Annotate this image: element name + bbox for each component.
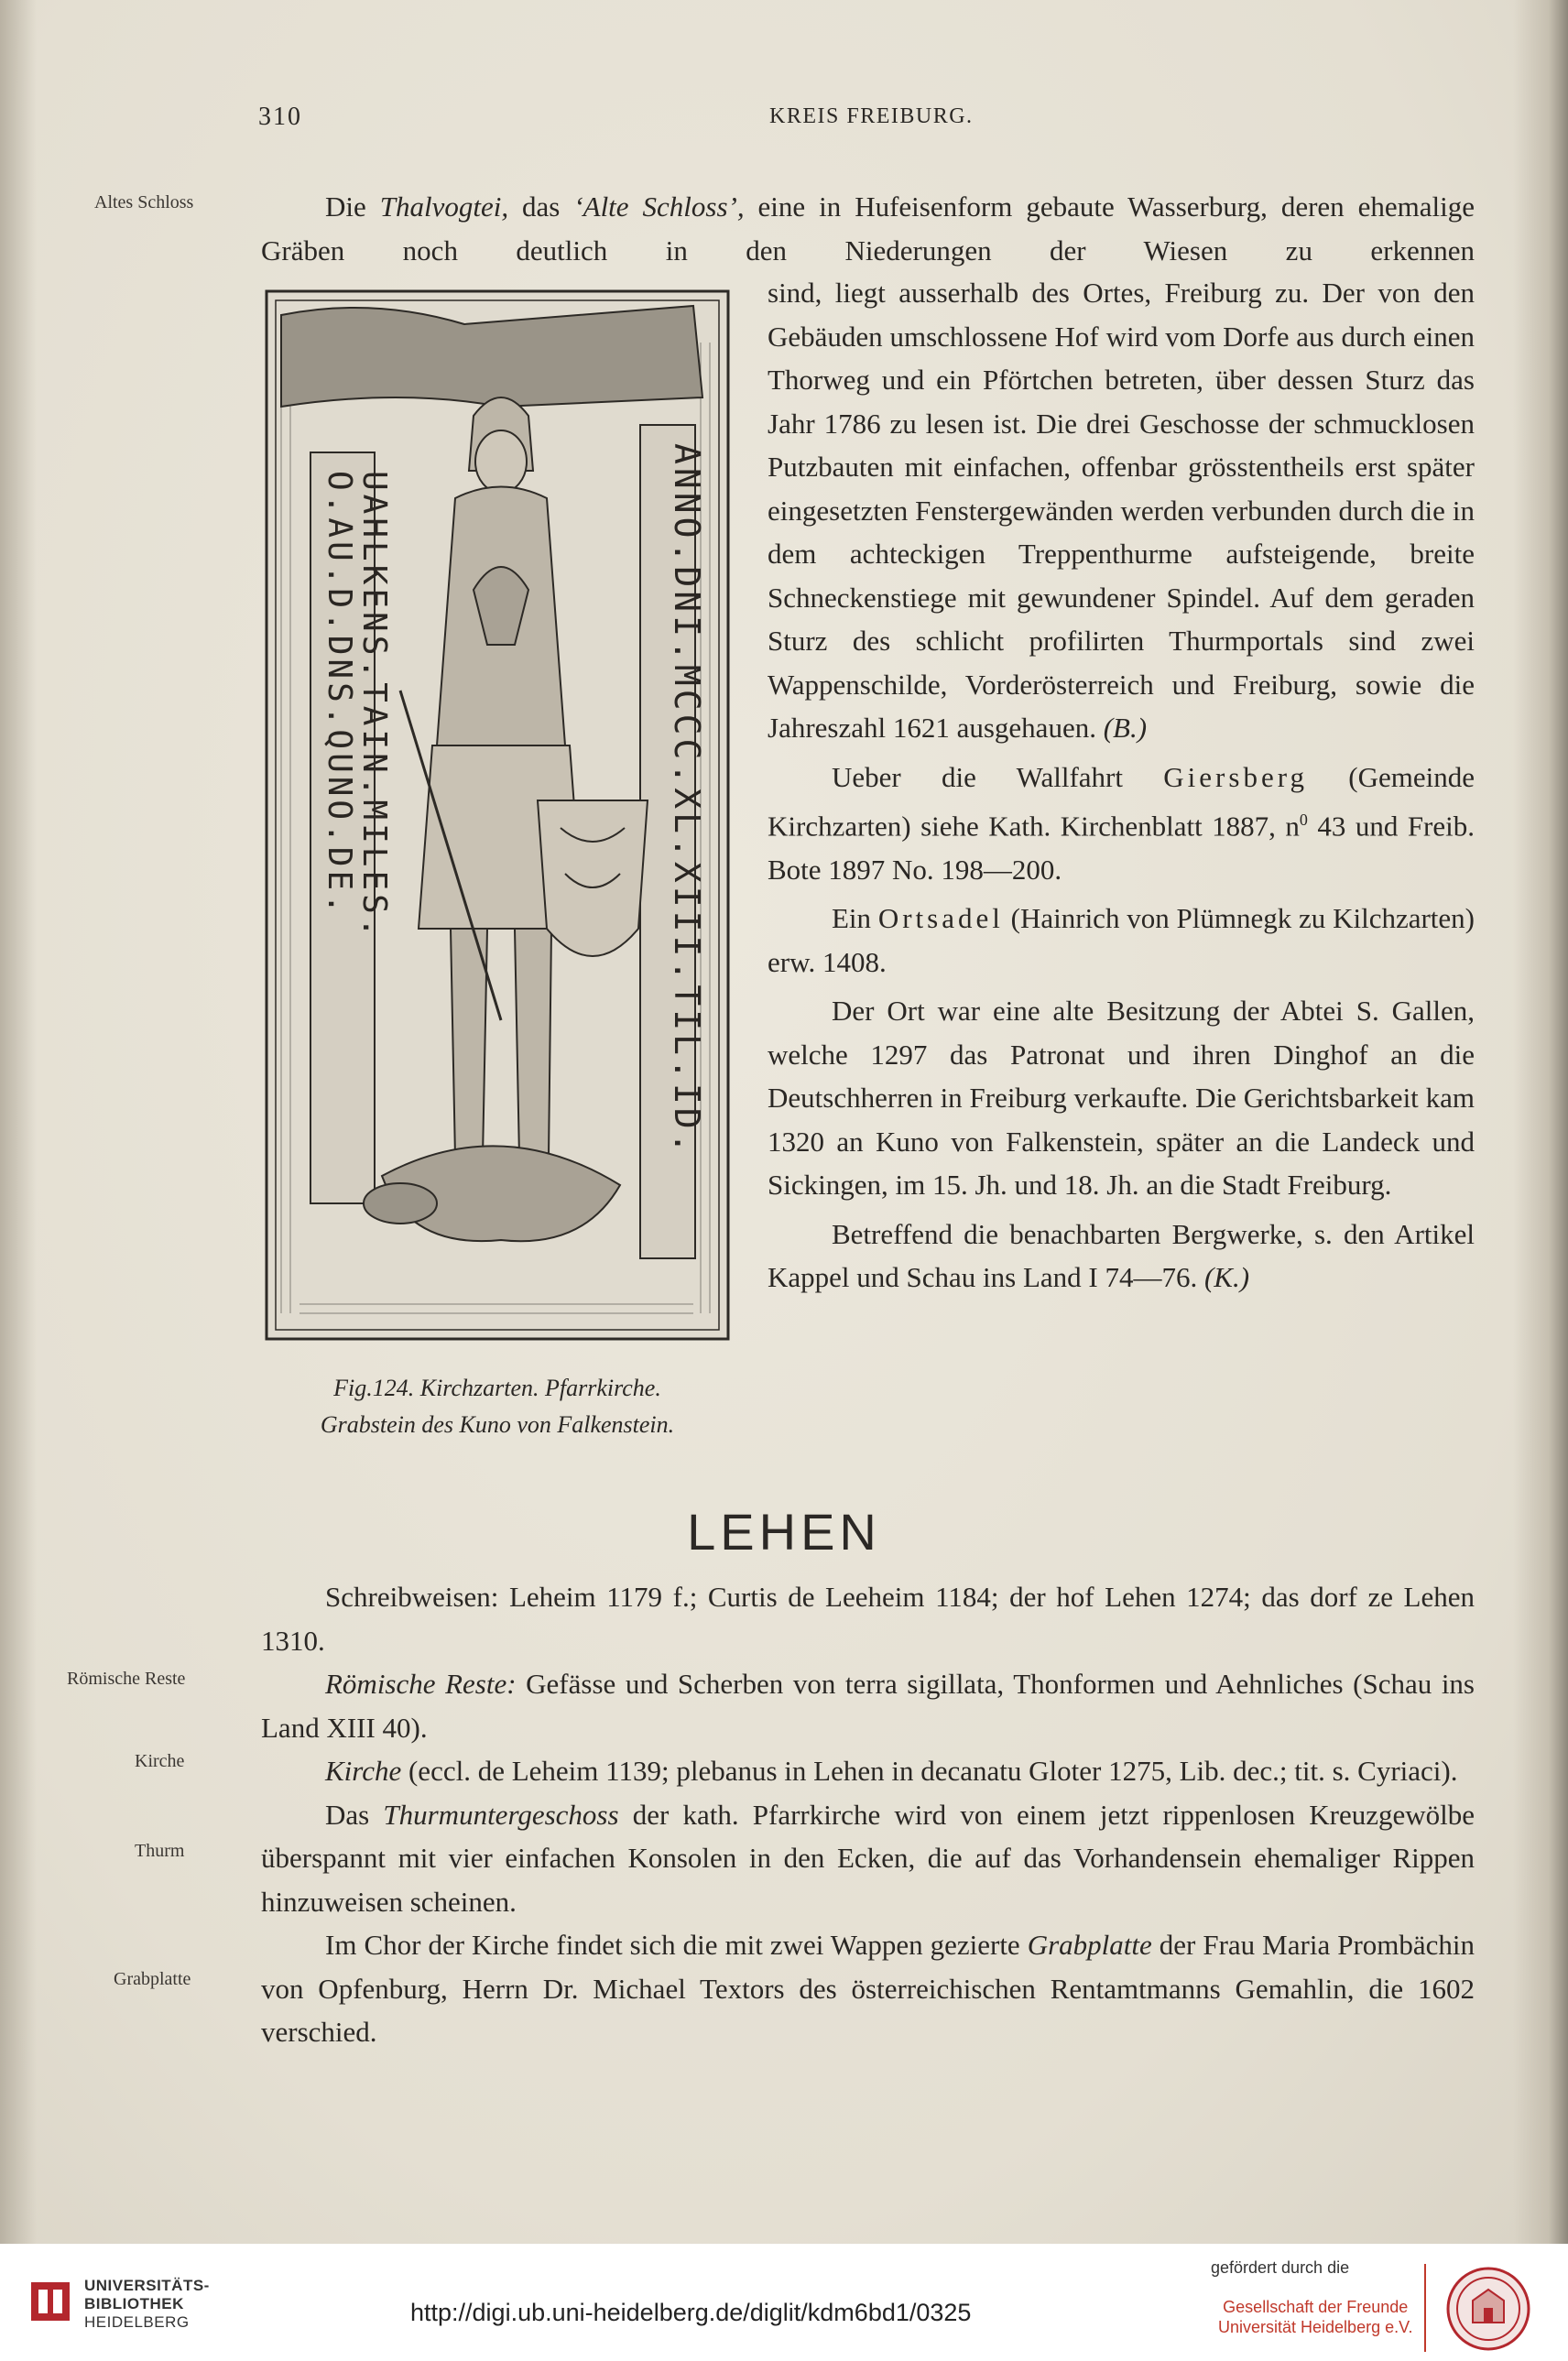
- society-name: [1218, 2297, 1412, 2337]
- term-grabplatte: Grabplatte: [1027, 1929, 1152, 1961]
- spaced-term-ortsadel: Ortsadel: [877, 902, 1004, 935]
- paragraph-ortsadel: [768, 897, 1475, 984]
- term-thurmuntergeschoss: Thurmuntergeschoss: [383, 1798, 619, 1831]
- margin-note-thurm: Thurm: [135, 1841, 185, 1861]
- section-title-lehen: LEHEN: [687, 1503, 881, 1561]
- paragraph-kirche: [261, 1749, 1475, 1793]
- term-thalvogtei: Thalvogtei,: [379, 190, 509, 223]
- margin-note-roemische-reste: Römische Reste: [67, 1669, 186, 1689]
- library-name-line-2: BIBLIOTHEK: [84, 2295, 184, 2312]
- superscript: 0: [1299, 811, 1308, 829]
- author-signature-k: (K.): [1203, 1261, 1250, 1294]
- paragraph-giersberg: [768, 756, 1475, 892]
- margin-note-kirche: Kirche: [135, 1751, 185, 1771]
- page-number: 310: [258, 103, 302, 131]
- text-run: Die: [325, 190, 380, 223]
- text-run: Ein: [832, 902, 878, 935]
- text-run: der Frau Maria Prombächin von Opfenburg, Herrn Dr. Michael Textors des österreichischen Rentamtmanns Gemahlin, die 1602 verschied.: [261, 1929, 1475, 2048]
- text-run: (Hainrich von Plümnegk zu Kilchzarten) erw. 1408.: [768, 902, 1475, 978]
- right-column-text: [768, 271, 1475, 1300]
- running-title: KREIS FREIBURG.: [769, 104, 974, 128]
- paragraph-thurm: [261, 1793, 1475, 1924]
- page-edge-shadow-left: [0, 0, 37, 2244]
- text-run: der kath. Pfarrkirche wird von einem jetzt rippenlosen Kreuzgewölbe überspannt mit vier einfachen Konsolen in den Ecken, die auf das Vorhandensein ehemaliger Rippen hinzuweisen scheinen.: [261, 1798, 1475, 1918]
- inscription-left-2: UAHLKENS.TAIN.MILES.: [355, 471, 393, 941]
- footer-divider: [1424, 2264, 1426, 2352]
- term-roemische-reste: Römische Reste:: [325, 1668, 517, 1700]
- text-run: Gefässe und Scherben von terra sigillata, Thonformen und Aehnliches (Schau ins Land XIII 40).: [261, 1668, 1475, 1744]
- text-run: Ueber die Wallfahrt: [832, 760, 1164, 793]
- text-run: eine in Hufeisenform gebaute Wasserburg, deren ehemalige Gräben noch deutlich in den Niederungen der Wiesen zu erkennen: [261, 190, 1475, 267]
- university-seal-icon: [1445, 2266, 1531, 2352]
- library-name: [84, 2277, 210, 2332]
- paragraph-altes-schloss-body: [768, 271, 1475, 750]
- spaced-term-giersberg: Giersberg: [1163, 760, 1308, 793]
- funded-by-label: gefördert durch die: [1211, 2258, 1350, 2277]
- figure-caption-line-1: Fig.124. Kirchzarten. Pfarrkirche.: [333, 1375, 661, 1401]
- text-run: sind, liegt ausserhalb des Ortes, Freiburg zu. Der von den Gebäuden umschlossene Hof wird vom Dorfe aus durch einen Thorweg und ein Pförtchen betreten, über dessen Sturz das Jahr 1786 zu lesen ist. Die drei Geschosse der schmucklosen Putzbauten mit einfachen, offenbar grösstentheils erst später eingesetzten Fenstergewänden werden verbunden durch die in dem achteckigen Treppenthurme aufsteigende, breite Schneckenstiege mit gewundener Spindel. Auf dem geraden Sturz des schlicht profilirten Thurmportals sind zwei Wappenschilde, Vorderösterreich und Freiburg, sowie die Jahreszahl 1621 ausgehauen.: [768, 277, 1475, 744]
- figure-caption-line-2: Grabstein des Kuno von Falkenstein.: [320, 1411, 675, 1438]
- text-run: Im Chor der Kirche findet sich die mit zwei Wappen gezierte: [325, 1929, 1028, 1961]
- society-name-line-1: Gesellschaft der Freunde: [1223, 2298, 1409, 2316]
- library-logo-icon: [27, 2279, 73, 2324]
- text-run: (eccl. de Leheim 1139; plebanus in Lehen in decanatu Gloter 1275, Lib. dec.; tit. s. Cyriaci).: [401, 1755, 1458, 1787]
- paragraph-roemische-reste: [261, 1662, 1475, 1749]
- margin-note-altes-schloss: Altes Schloss: [94, 192, 194, 212]
- tombstone-engraving-figure: [263, 288, 732, 1343]
- text-run: 43 und Freib. Bote 1897 No. 198—200.: [768, 810, 1475, 886]
- text-run: das: [508, 190, 574, 223]
- term-kirche: Kirche: [325, 1755, 402, 1787]
- text-run: Das: [325, 1798, 384, 1831]
- paragraph-ortsgeschichte: Der Ort war eine alte Besitzung der Abtei S. Gallen, welche 1297 das Patronat und ihren Dinghof an die Deutschherren in Freiburg verkaufte. Die Gerichtsbarkeit kam 1320 an Kuno von Falkenstein, später an die Landeck und Sickingen, im 15. Jh. und 18. Jh. an die Stadt Freiburg.: [768, 995, 1475, 1202]
- text-run: Betreffend die benachbarten Bergwerke, s. den Artikel Kappel und Schau ins Land I 74—76.: [768, 1217, 1475, 1294]
- paragraph-schreibweisen: Schreibweisen: Leheim 1179 f.; Curtis de Leeheim 1184; der hof Lehen 1274; das dorf ze Lehen 1310.: [261, 1581, 1475, 1657]
- library-name-line-3: HEIDELBERG: [84, 2313, 190, 2331]
- inscription-left-1: O.AU.D.DNS.QUNO.DE.: [321, 471, 358, 918]
- library-name-line-1: UNIVERSITÄTS-: [84, 2277, 210, 2294]
- figure-caption: [263, 1370, 732, 1443]
- paragraph-altes-schloss-intro: [261, 185, 1475, 272]
- permalink-url[interactable]: http://digi.ub.uni-heidelberg.de/diglit/kdm6bd1/0325: [410, 2299, 972, 2326]
- society-name-line-2: Universität Heidelberg e.V.: [1218, 2318, 1413, 2336]
- paragraph-bergwerke: [768, 1213, 1475, 1300]
- text-run: (Gemeinde Kirchzarten) siehe Kath. Kirchenblatt 1887, n: [768, 760, 1475, 843]
- paragraph-grabplatte: [261, 1923, 1475, 2054]
- page-edge-shadow-right: [1513, 0, 1568, 2244]
- lehen-section-text: [261, 1575, 1475, 2054]
- author-signature-b: (B.): [1103, 712, 1148, 744]
- term-alte-schloss: ‘Alte Schloss’,: [573, 190, 745, 223]
- margin-note-grabplatte: Grabplatte: [114, 1969, 191, 1989]
- inscription-right: ANNO.DNI.MCCC.XL.XIII.TIL.ID.: [667, 443, 707, 1158]
- footer-bar: [0, 2244, 1568, 2361]
